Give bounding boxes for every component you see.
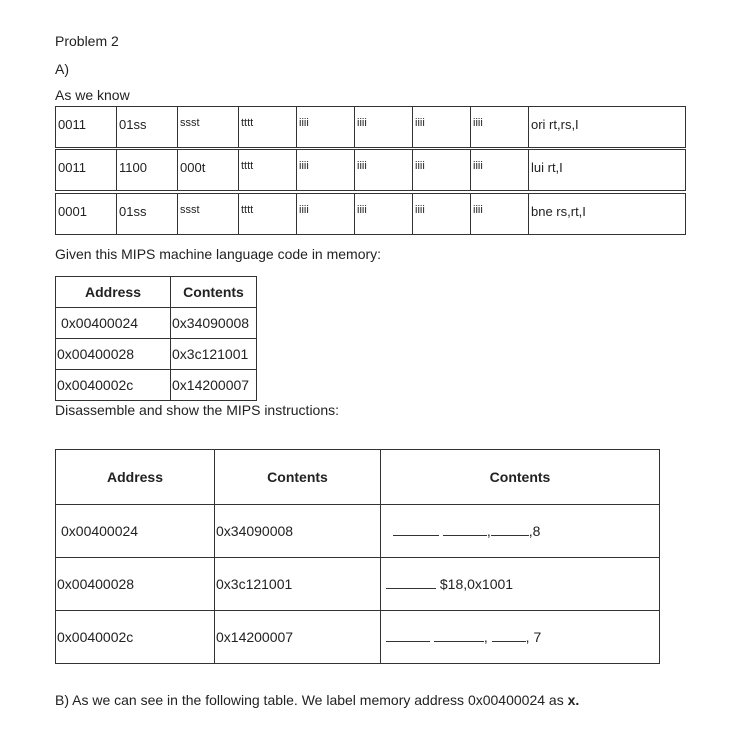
table-row [56, 611, 660, 664]
format-cell: 1100 [117, 150, 178, 191]
part-b-prefix: B) As we can see in the following table. We label memory address 0x00400024 as [55, 692, 568, 708]
table-row [56, 558, 660, 611]
problem-heading: Problem 2 [55, 33, 119, 49]
answer-blank[interactable] [491, 525, 529, 536]
table-row [56, 339, 257, 370]
given-text: Given this MIPS machine language code in memory: [55, 246, 382, 262]
format-row-lui [55, 149, 686, 191]
format-cell: 01ss [117, 107, 178, 148]
table-row [56, 505, 660, 558]
disasm-instruction-blank[interactable] [381, 558, 660, 611]
disasm-contents: 0x34090008 [215, 505, 381, 558]
memory-contents: 0x3c121001 [171, 339, 257, 370]
format-row-ori [55, 106, 686, 148]
answer-blank[interactable] [443, 525, 487, 536]
table-row [56, 370, 257, 401]
memory-header-contents: Contents [171, 277, 257, 308]
format-mnemonic: lui rt,I [529, 150, 686, 191]
answer-blank[interactable] [386, 578, 436, 589]
format-cell: iiii [413, 150, 471, 191]
format-cell: iiii [355, 107, 413, 148]
disasm-contents: 0x14200007 [215, 611, 381, 664]
disasm-address: 0x0040002c [56, 611, 215, 664]
answer-blank[interactable] [492, 631, 526, 642]
format-cell: tttt [239, 107, 297, 148]
format-cell: iiii [471, 150, 529, 191]
format-cell: iiii [471, 194, 529, 235]
format-mnemonic: bne rs,rt,I [529, 194, 686, 235]
answer-blank[interactable] [434, 631, 484, 642]
disasm-instruction-blank[interactable]: , , 7 [381, 611, 660, 664]
disasm-header-contents: Contents [215, 450, 381, 505]
memory-table [55, 276, 257, 401]
format-cell: iiii [297, 150, 355, 191]
memory-header-address: Address [56, 277, 171, 308]
table-row [56, 308, 257, 339]
disasm-header-instruction: Contents [381, 450, 660, 505]
instruction-operand: $18,0x1001 [439, 576, 514, 592]
disasm-header-address: Address [56, 450, 215, 505]
answer-blank[interactable] [386, 631, 430, 642]
format-cell: 0011 [56, 107, 117, 148]
part-b-text [55, 692, 579, 708]
format-cell: 0011 [56, 150, 117, 191]
disassemble-text: Disassemble and show the MIPS instructions: [55, 402, 340, 418]
memory-address: 0x0040002c [56, 370, 171, 401]
format-cell: iiii [413, 194, 471, 235]
format-cell: iiii [297, 107, 355, 148]
format-cell: iiii [355, 150, 413, 191]
instruction-operand: ,8 [528, 523, 541, 539]
disasm-address: 0x00400024 [56, 505, 215, 558]
memory-contents: 0x14200007 [171, 370, 257, 401]
intro-text: As we know [55, 87, 130, 103]
disasm-instruction-blank[interactable]: , ,8 [381, 505, 660, 558]
format-row-bne [55, 193, 686, 235]
disasm-contents: 0x3c121001 [215, 558, 381, 611]
format-cell: iiii [355, 194, 413, 235]
format-cell: tttt [239, 194, 297, 235]
format-cell: iiii [297, 194, 355, 235]
format-cell: 000t [178, 150, 239, 191]
part-a-label: A) [55, 61, 69, 77]
format-cell: ssst [178, 107, 239, 148]
format-cell: tttt [239, 150, 297, 191]
memory-address: 0x00400028 [56, 339, 171, 370]
format-cell: iiii [413, 107, 471, 148]
memory-contents: 0x34090008 [171, 308, 257, 339]
disassembly-table [55, 449, 660, 664]
format-cell: ssst [178, 194, 239, 235]
format-cell: 0001 [56, 194, 117, 235]
format-cell: iiii [471, 107, 529, 148]
format-mnemonic: ori rt,rs,I [529, 107, 686, 148]
memory-address: 0x00400024 [56, 308, 171, 339]
format-cell: 01ss [117, 194, 178, 235]
answer-blank[interactable] [393, 525, 439, 536]
disasm-address: 0x00400028 [56, 558, 215, 611]
instruction-operand: , 7 [525, 629, 542, 645]
part-b-variable: x. [567, 692, 580, 708]
